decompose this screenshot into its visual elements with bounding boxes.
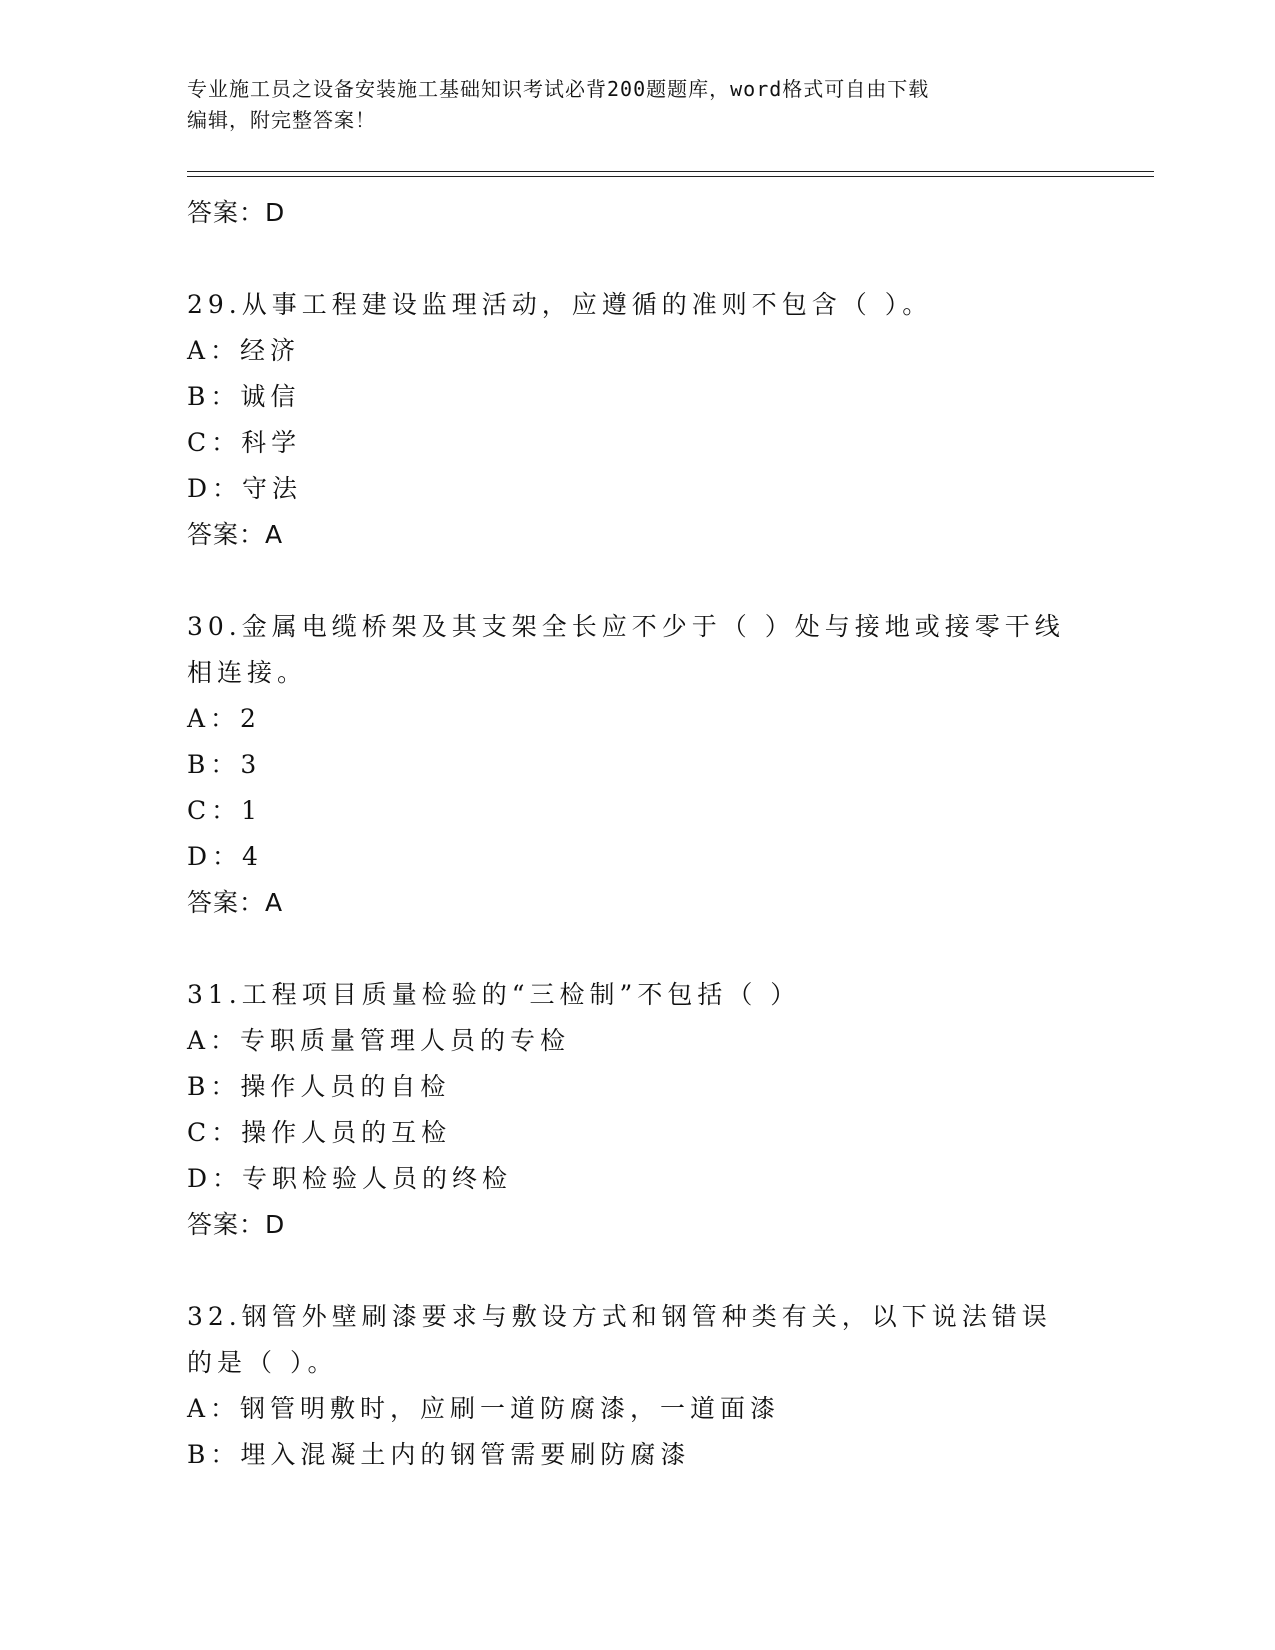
option-c: C：操作人员的互检 bbox=[187, 1118, 452, 1147]
question-text: 30.金属电缆桥架及其支架全长应不少于（ ）处与接地或接零干线相连接。 bbox=[187, 612, 1065, 687]
header-line-2: 编辑，附完整答案！ bbox=[187, 108, 376, 132]
question-block bbox=[187, 1294, 1147, 1478]
answer-line: 答案：A bbox=[187, 520, 284, 549]
header-line-1: 专业施工员之设备安装施工基础知识考试必背200题题库，word格式可自由下载 bbox=[187, 77, 930, 101]
option-b: B：诚信 bbox=[187, 382, 301, 411]
option-a: A：钢管明敷时，应刷一道防腐漆，一道面漆 bbox=[187, 1394, 781, 1423]
document-header bbox=[187, 74, 1087, 136]
option-b: B：3 bbox=[187, 750, 262, 779]
option-b: B：埋入混凝土内的钢管需要刷防腐漆 bbox=[187, 1440, 691, 1469]
option-a: A：2 bbox=[187, 704, 261, 733]
option-c: C：1 bbox=[187, 796, 263, 825]
question-text: 29.从事工程建设监理活动，应遵循的准则不包含（ ）。 bbox=[187, 290, 933, 319]
header-rule-bottom bbox=[187, 176, 1154, 177]
answer-line: 答案：D bbox=[187, 198, 286, 227]
question-text: 32.钢管外壁刷漆要求与敷设方式和钢管种类有关，以下说法错误的是（ ）。 bbox=[187, 1302, 1052, 1377]
option-d: D：专职检验人员的终检 bbox=[187, 1164, 513, 1193]
option-d: D：4 bbox=[187, 842, 263, 871]
question-block bbox=[187, 282, 1147, 558]
question-block bbox=[187, 972, 1147, 1248]
option-a: A：专职质量管理人员的专检 bbox=[187, 1026, 571, 1055]
question-block bbox=[187, 604, 1147, 926]
question-text: 31.工程项目质量检验的“三检制”不包括（ ） bbox=[187, 980, 801, 1009]
option-c: C：科学 bbox=[187, 428, 302, 457]
option-a: A：经济 bbox=[187, 336, 301, 365]
answer-line: 答案：A bbox=[187, 888, 284, 917]
question-list bbox=[187, 190, 1147, 1478]
header-rule-top bbox=[187, 171, 1154, 172]
answer-line: 答案：D bbox=[187, 1210, 286, 1239]
option-b: B：操作人员的自检 bbox=[187, 1072, 451, 1101]
option-d: D：守法 bbox=[187, 474, 303, 503]
